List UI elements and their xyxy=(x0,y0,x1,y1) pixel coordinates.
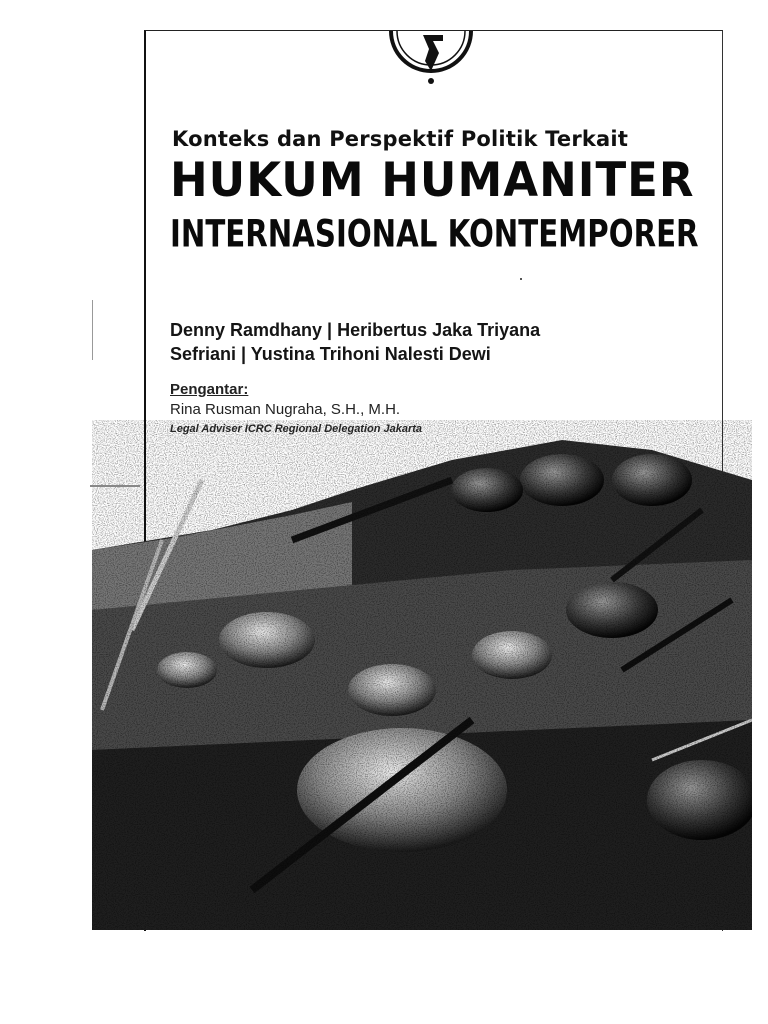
publisher-logo-icon xyxy=(383,31,479,95)
scan-speck xyxy=(90,485,140,487)
scan-speck xyxy=(92,300,93,360)
book-title-line-2: INTERNASIONAL KONTEMPORER xyxy=(170,212,699,257)
book-title-line-1: HUKUM HUMANITER xyxy=(170,152,695,208)
foreword-label: Pengantar: xyxy=(170,381,249,398)
book-subtitle: Konteks dan Perspektif Politik Terkait xyxy=(172,127,629,151)
authors-line-1: Denny Ramdhany | Heribertus Jaka Triyana xyxy=(170,320,541,340)
foreword-author: Rina Rusman Nugraha, S.H., M.H. xyxy=(170,401,401,418)
authors-line-2: Sefriani | Yustina Trihoni Nalesti Dewi xyxy=(170,344,491,364)
scan-speck xyxy=(520,278,522,280)
cover-photo-soldiers xyxy=(92,420,752,930)
